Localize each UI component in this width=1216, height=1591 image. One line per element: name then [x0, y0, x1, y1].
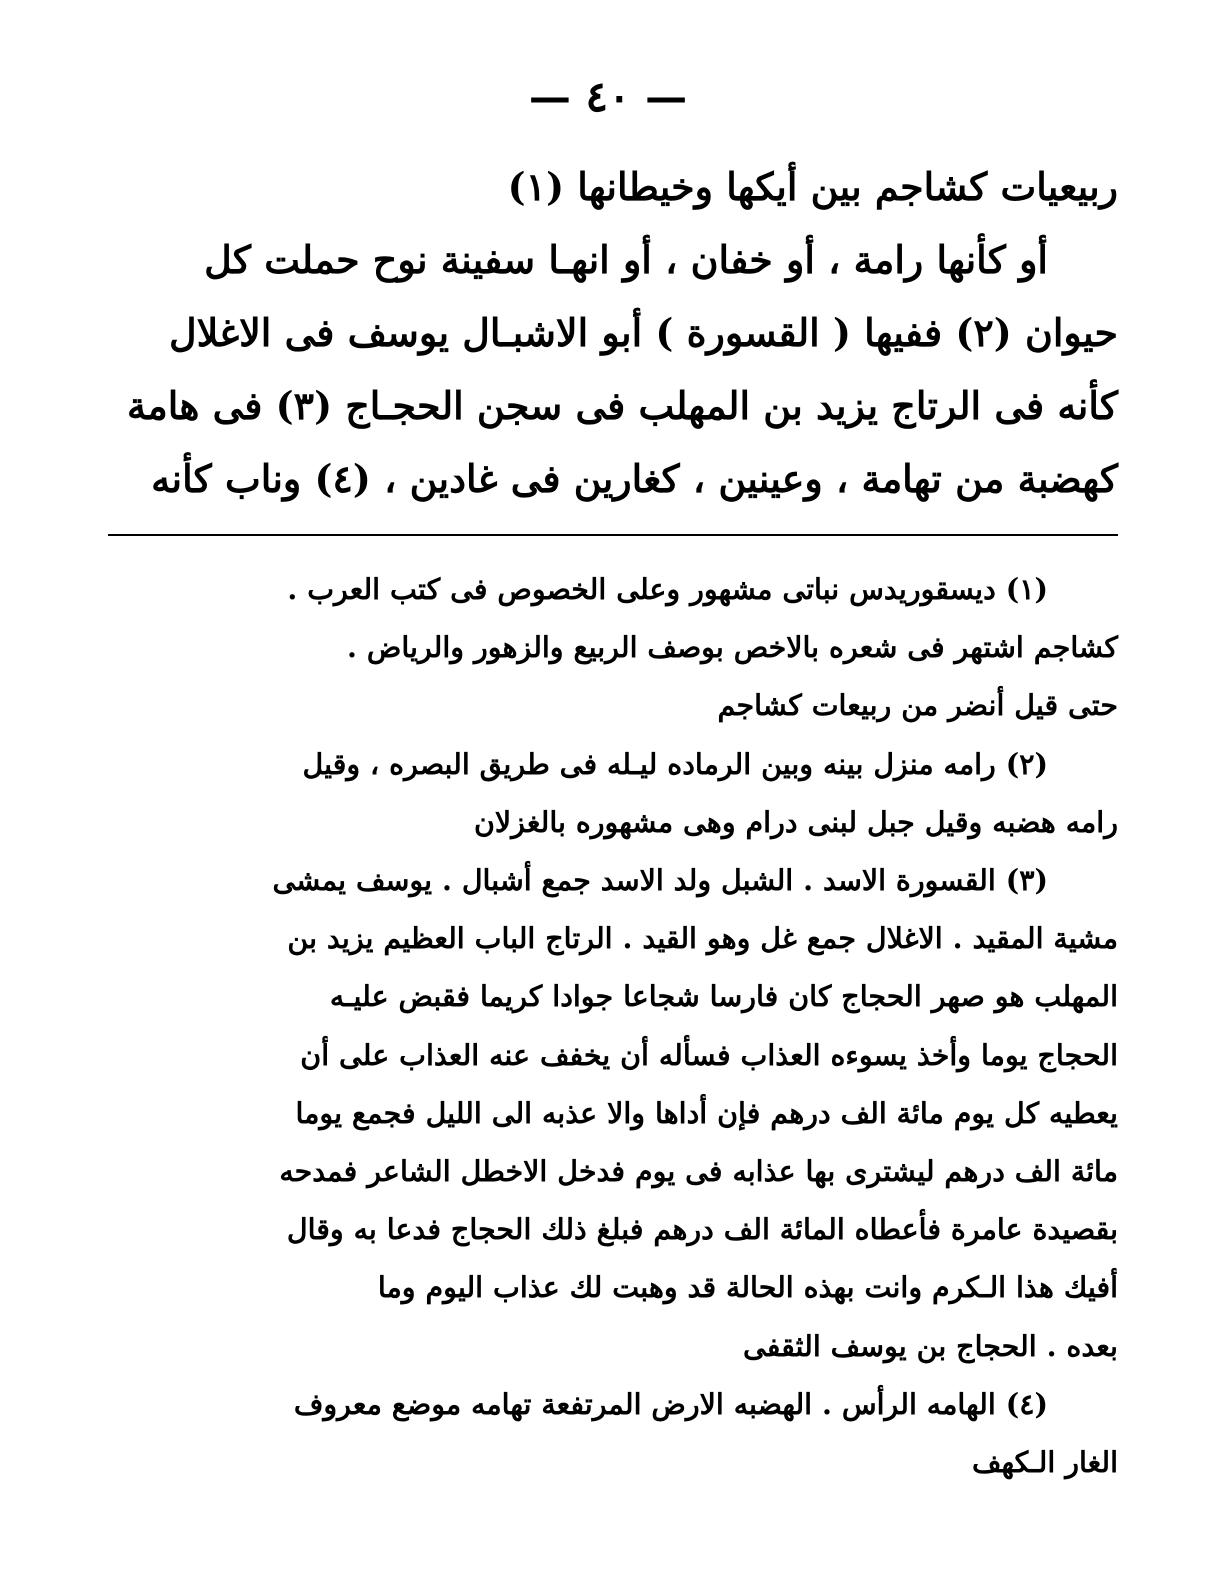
footnote-3-line: مشية المقيد . الاغلال جمع غل وهو القيد . الرتاج الباب العظيم يزيد بن: [287, 921, 1118, 956]
footnote-2-line: رامه هضبه وقيل جبل لبنى درام وهى مشهوره بالغزلان: [473, 804, 1118, 839]
footnote-1-line: (١) ديسقوريدس نباتى مشهور وعلى الخصوص فى كتب العرب .: [287, 572, 1048, 606]
page-number: — ٤٠ —: [528, 72, 688, 121]
footnote-3-line: بقصيدة عامرة فأعطاه المائة الف درهم فبلغ ذلك الحجاج فدعا به وقال: [286, 1212, 1118, 1247]
footnote-3-line: الحجاج يوما وأخذ يسوءه العذاب فسأله أن يخفف عنه العذاب على أن: [300, 1037, 1118, 1072]
footnote-3-line: المهلب هو صهر الحجاج كان فارسا شجاعا جوادا كريما فقبض عليـه: [329, 979, 1118, 1014]
main-text-line: أو كأنها رامة ، أو خفان ، أو انهـا سفينة نوح حملت كل: [204, 237, 1048, 282]
footnote-3-line: أفيك هذا الـكرم وانت بهذه الحالة قد وهبت لك عذاب اليوم وما: [377, 1270, 1118, 1305]
footnote-3-line: (٣) القسورة الاسد . الشبل ولد الاسد جمع أشبال . يوسف يمشى: [272, 863, 1048, 898]
footnote-3-line: مائة الف درهم ليشترى بها عذابه فى يوم فدخل الاخطل الشاعر فمدحه: [279, 1154, 1118, 1189]
footnote-2-line: (٢) رامه منزل بينه وبين الرماده ليـله فى طريق البصره ، وقيل: [302, 746, 1048, 781]
footnote-4-line: (٤) الهامه الرأس . الهضبه الارض المرتفعة تهامه موضع معروف: [293, 1386, 1048, 1421]
main-text-line: ربيعيات كشاجم بين أيكها وخيطانها (١): [507, 164, 1118, 209]
footnote-3-line: بعده . الحجاج بن يوسف الثقفى: [742, 1328, 1118, 1363]
main-text-line: كهضبة من تهامة ، وعينين ، كغارين فى غادين ، (٤) وناب كأنه: [151, 456, 1118, 501]
footnote-divider: [108, 534, 1118, 536]
main-text: [108, 150, 1118, 515]
main-text-line: حيوان (٢) ففيها ( القسورة ) أبو الاشبـال يوسف فى الاغلال: [168, 310, 1118, 355]
footnote-4-line: الغار الـكهف: [971, 1445, 1118, 1480]
footnotes: [108, 560, 1118, 1491]
footnote-1-line: حتى قيل أنضر من ربيعات كشاجم: [717, 688, 1118, 723]
main-text-line: كأنه فى الرتاج يزيد بن المهلب فى سجن الحجـاج (٣) فى هامة: [127, 383, 1118, 428]
footnote-3-line: يعطيه كل يوم مائة الف درهم فإن أداها والا عذبه الى الليل فجمع يوما: [295, 1095, 1118, 1130]
footnote-1-line: كشاجم اشتهر فى شعره بالاخص بوصف الربيع والزهور والرياض .: [347, 630, 1118, 665]
